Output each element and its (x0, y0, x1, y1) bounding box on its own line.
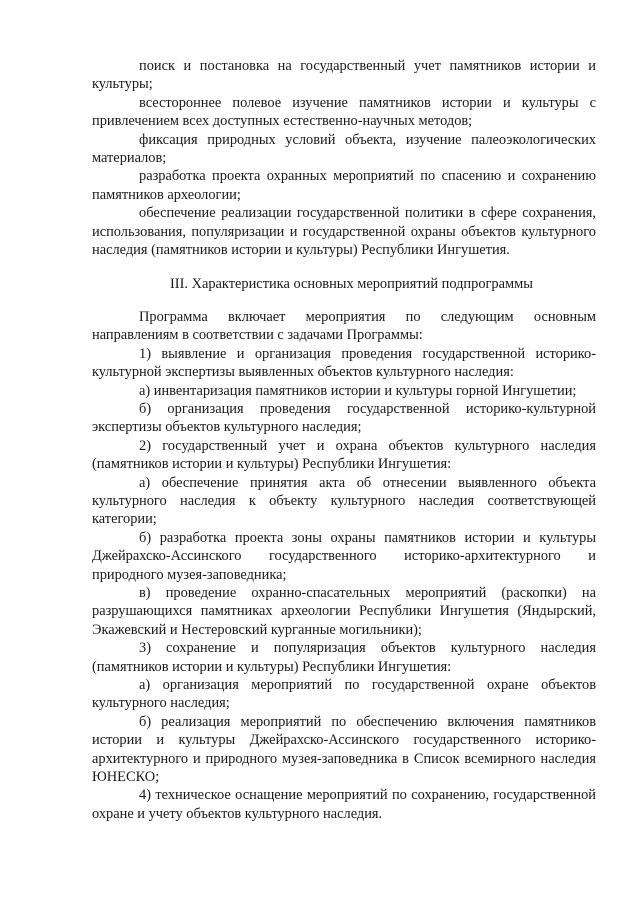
list-item: в) проведение охранно-спасательных мероприятий (раскопки) на разрушающихся памятниках археологии Республики Ингушетия (Яндырский, Экажевский и Нестеровский курганные могильники); (92, 584, 596, 638)
list-item: 1) выявление и организация проведения государственной историко-культурной экспертизы выявленных объектов культурного наследия: (92, 345, 596, 381)
list-item: всестороннее полевое изучение памятников истории и культуры с привлечением всех доступных естественно-научных методов; (92, 94, 596, 130)
list-item: разработка проекта охранных мероприятий по спасению и сохранению памятников археологии; (92, 168, 596, 203)
document-page (92, 57, 596, 823)
paragraph: Программа включает мероприятия по следующим основным направлениям в соответствии с задачами Программы: (92, 308, 596, 344)
list-item: поиск и постановка на государственный учет памятников истории и культуры; (92, 58, 596, 93)
list-item: а) организация мероприятий по государственной охране объектов культурного наследия; (92, 677, 596, 712)
section-heading: III. Характеристика основных мероприятий подпрограммы (170, 276, 533, 293)
list-item: 2) государственный учет и охрана объектов культурного наследия (памятников истории и культуры) Республики Ингушетия: (92, 437, 596, 473)
list-item: а) обеспечение принятия акта об отнесении выявленного объекта культурного наследия к объекту культурного наследия соответствующей категории; (92, 474, 596, 528)
list-item: б) реализация мероприятий по обеспечению включения памятников истории и культуры Джейрахско-Ассинского государственного историко-архитектурного и природного музея-заповедника в Список всемирного наследия ЮНЕСКО; (92, 713, 596, 786)
list-item: 4) техническое оснащение мероприятий по сохранению, государственной охране и учету объектов культурного наследия. (92, 787, 596, 822)
list-item: б) разработка проекта зоны охраны памятников истории и культуры Джейрахско-Ассинского государственного историко-архитектурного и природного музея-заповедника; (92, 529, 596, 583)
list-item: а) инвентаризация памятников истории и культуры горной Ингушетии; (139, 382, 577, 399)
list-item: фиксация природных условий объекта, изучение палеоэкологических материалов; (92, 131, 596, 167)
list-item: обеспечение реализации государственной политики в сфере сохранения, использования, популяризации и государственной охраны объектов культурного наследия (памятников истории и культуры) Республики Ингушетия. (92, 205, 596, 259)
list-item: б) организация проведения государственной историко-культурной экспертизы объектов культурного наследия; (92, 400, 596, 436)
list-item: 3) сохранение и популяризация объектов культурного наследия (памятников истории и культуры) Республики Ингушетия: (92, 640, 596, 675)
